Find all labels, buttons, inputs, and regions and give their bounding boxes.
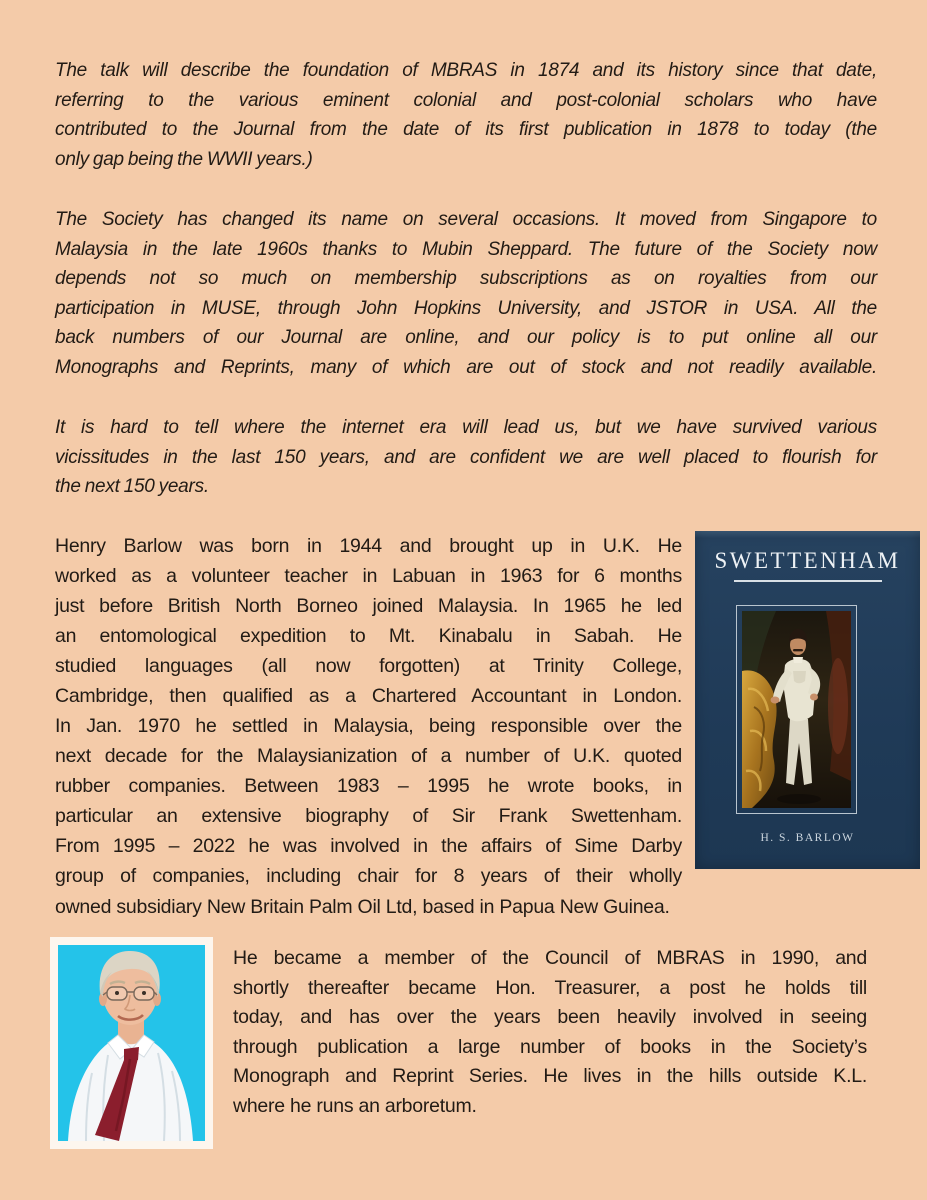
swettenham-painting-image bbox=[742, 611, 851, 808]
council-section bbox=[233, 944, 867, 1121]
text-line: Henry Barlow was born in 1944 and brought up in U.K. He bbox=[55, 535, 682, 557]
text-line: worked as a volunteer teacher in Labuan in 1963 for 6 months bbox=[55, 565, 682, 587]
text-line: Malaysia in the late 1960s thanks to Mubin Sheppard. The future of the Society now bbox=[55, 238, 877, 260]
text-line: He became a member of the Council of MBRAS in 1990, and bbox=[233, 947, 867, 969]
henry-barlow-photo-image bbox=[58, 945, 205, 1141]
text-line: only gap being the WWII years.) bbox=[55, 148, 313, 170]
text-line: shortly thereafter became Hon. Treasurer, a post he holds till bbox=[233, 976, 867, 999]
text-line: referring to the various eminent colonial and post-colonial scholars who have bbox=[55, 89, 877, 111]
paragraph-future bbox=[55, 413, 877, 502]
text-line: group of companies, including chair for 8 years of their wholly bbox=[55, 865, 682, 887]
text-line: It is hard to tell where the internet era will lead us, but we have survived various bbox=[55, 417, 877, 438]
text-line: The Society has changed its name on several occasions. It moved from Singapore to bbox=[55, 209, 877, 230]
text-line: vicissitudes in the last 150 years, and are confident we are well placed to flourish for bbox=[55, 446, 877, 468]
book-portrait-painting bbox=[736, 605, 857, 814]
text-line: Cambridge, then qualified as a Chartered Accountant in London. bbox=[55, 685, 682, 707]
text-line: just before British North Borneo joined Malaysia. In 1965 he led bbox=[55, 595, 682, 617]
text-line: The talk will describe the foundation of MBRAS in 1874 and its history since that date, bbox=[55, 60, 877, 81]
text-line: through publication a large number of books in the Society’s bbox=[233, 1035, 867, 1058]
text-line: the next 150 years. bbox=[55, 476, 209, 497]
paragraph-society bbox=[55, 205, 877, 382]
bio-section bbox=[55, 531, 682, 891]
text-line: Monographs and Reprints, many of which are out of stock and not readily available. bbox=[55, 356, 877, 378]
intro-italic-section bbox=[55, 56, 877, 502]
bio-last-line: owned subsidiary New Britain Palm Oil Ltd, based in Papua New Guinea. bbox=[55, 896, 670, 918]
text-line: back numbers of our Journal are online, and our policy is to put online all our bbox=[55, 327, 877, 348]
text-line: studied languages (all now forgotten) at Trinity College, bbox=[55, 655, 682, 677]
text-line: today, and has over the years been heavily involved in seeing bbox=[233, 1006, 867, 1028]
text-line: In Jan. 1970 he settled in Malaysia, being responsible over the bbox=[55, 715, 682, 737]
book-title: SWETTENHAM bbox=[714, 548, 901, 573]
book-cover-swettenham bbox=[695, 531, 920, 869]
book-author: H. S. BARLOW bbox=[760, 832, 855, 844]
text-line: an entomological expedition to Mt. Kinabalu in Sabah. He bbox=[55, 625, 682, 647]
text-line: depends not so much on membership subscriptions as on royalties from our bbox=[55, 268, 877, 289]
text-line: particular an extensive biography of Sir Frank Swettenham. bbox=[55, 805, 682, 827]
text-line: From 1995 – 2022 he was involved in the affairs of Sime Darby bbox=[55, 835, 682, 857]
text-line: participation in MUSE, through John Hopkins University, and JSTOR in USA. All the bbox=[55, 297, 877, 319]
paragraph-talk bbox=[55, 56, 877, 174]
text-line: next decade for the Malaysianization of a number of U.K. quoted bbox=[55, 745, 682, 767]
text-line: rubber companies. Between 1983 – 1995 he wrote books, in bbox=[55, 775, 682, 797]
text-line: contributed to the Journal from the date of its first publication in 1878 to today (the bbox=[55, 119, 877, 140]
author-portrait-photo bbox=[50, 937, 213, 1149]
text-line: where he runs an arboretum. bbox=[233, 1094, 477, 1117]
text-line: Monograph and Reprint Series. He lives in the hills outside K.L. bbox=[233, 1065, 867, 1087]
book-title-underline bbox=[734, 580, 882, 582]
